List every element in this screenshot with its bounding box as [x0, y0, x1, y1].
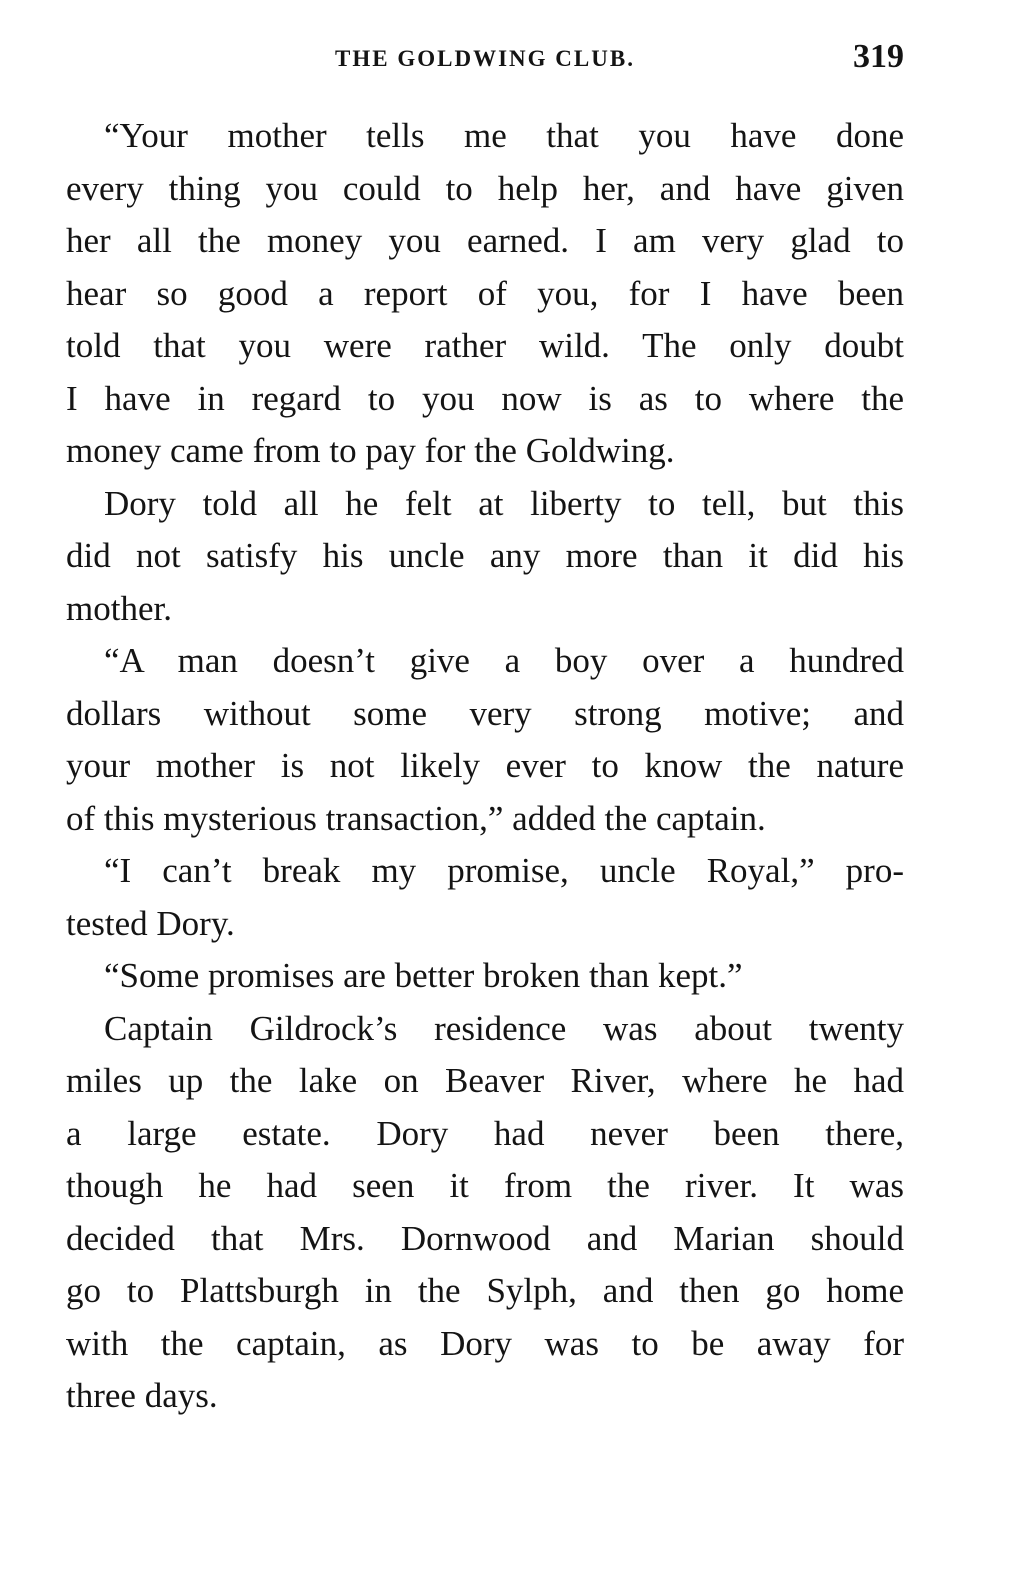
text-line: miles up the lake on Beaver River, where he had — [66, 1061, 904, 1100]
text-line: tested Dory. — [66, 903, 235, 943]
text-line: did not satisfy his uncle any more than it did his — [66, 536, 904, 575]
running-head — [66, 38, 904, 78]
text-line: three days. — [66, 1376, 218, 1415]
text-line: decided that Mrs. Dornwood and Marian should — [66, 1218, 904, 1258]
text-line: of this mysterious transaction,” added the captain. — [66, 798, 766, 838]
running-title: THE GOLDWING CLUB. — [335, 46, 635, 71]
text-line: with the captain, as Dory was to be away for — [66, 1323, 904, 1363]
text-line: Dory told all he felt at liberty to tell, but this — [104, 483, 904, 523]
text-line: a large estate. Dory had never been there, — [66, 1113, 904, 1153]
text-line: told that you were rather wild. The only doubt — [66, 326, 904, 365]
text-line: “A man doesn’t give a boy over a hundred — [104, 641, 904, 680]
text-line: hear so good a report of you, for I have been — [66, 273, 904, 313]
text-line: though he had seen it from the river. It was — [66, 1166, 904, 1205]
text-line: go to Plattsburgh in the Sylph, and then go home — [66, 1271, 904, 1310]
text-line: your mother is not likely ever to know the nature — [66, 746, 904, 785]
text-line: mother. — [66, 588, 172, 628]
text-line: I have in regard to you now is as to where the — [66, 378, 904, 418]
text-line: money came from to pay for the Goldwing. — [66, 431, 675, 470]
body-text — [66, 110, 904, 1423]
text-line: “I can’t break my promise, uncle Royal,” pro- — [104, 851, 904, 890]
text-line: Captain Gildrock’s residence was about twenty — [104, 1008, 904, 1048]
text-line: dollars without some very strong motive; and — [66, 693, 904, 733]
text-line: every thing you could to help her, and have given — [66, 168, 904, 208]
text-line: her all the money you earned. I am very glad to — [66, 221, 904, 260]
page-number: 319 — [853, 38, 904, 75]
text-line: “Your mother tells me that you have done — [104, 116, 904, 155]
text-line: “Some promises are better broken than kept.” — [104, 956, 743, 995]
